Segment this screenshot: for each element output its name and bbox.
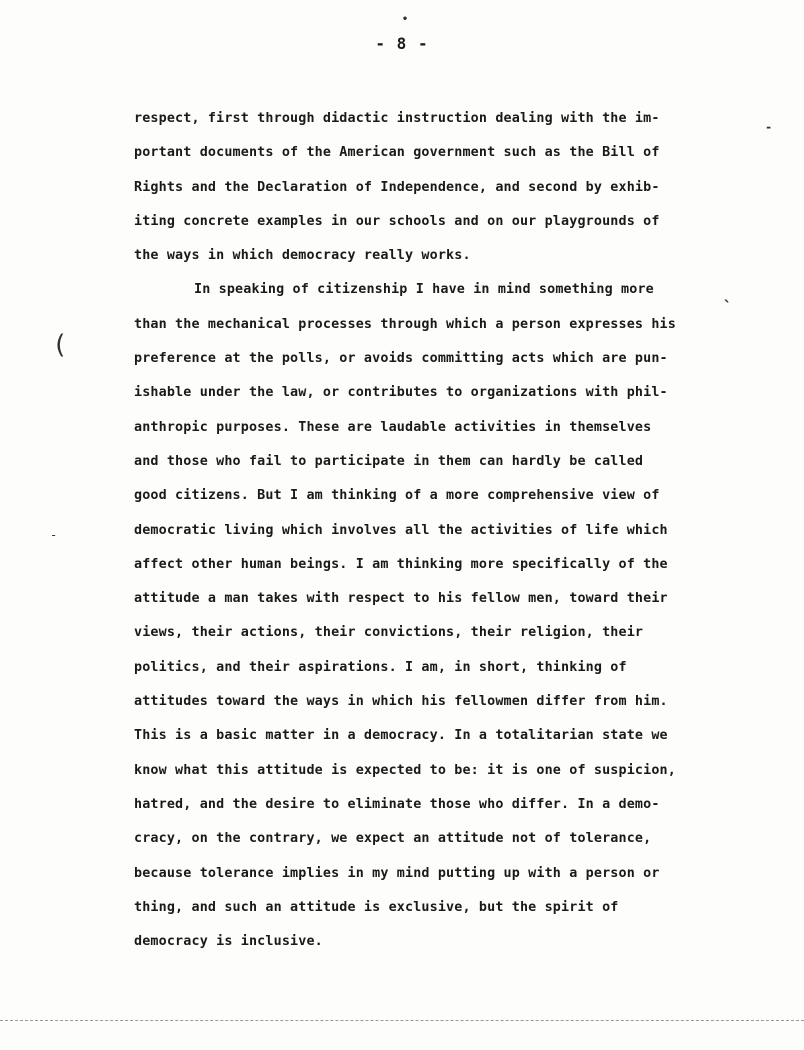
text-line: cracy, on the contrary, we expect an attitude not of tolerance,	[134, 831, 652, 847]
text-line: affect other human beings. I am thinking more specifically of the	[134, 556, 668, 572]
page-number: - 8 -	[375, 34, 429, 53]
text-line: democratic living which involves all the activities of life which	[134, 522, 668, 538]
text-line: hatred, and the desire to eliminate those who differ. In a demo-	[134, 796, 660, 812]
text-line: good citizens. But I am thinking of a more comprehensive view of	[134, 488, 660, 504]
text-line: the ways in which democracy really works.	[134, 248, 471, 264]
page-edge-rule	[0, 1020, 804, 1021]
margin-mark: ‐	[765, 120, 773, 134]
text-line: This is a basic matter in a democracy. In a totalitarian state we	[134, 728, 668, 744]
text-line: Rights and the Declaration of Independence, and second by exhib-	[134, 179, 660, 195]
text-line: respect, first through didactic instruction dealing with the im-	[134, 111, 660, 126]
text-line: attitude a man takes with respect to his fellow men, toward their	[134, 591, 668, 607]
paragraph-first-line: In speaking of citizenship I have in mind something more	[194, 282, 654, 298]
text-line: than the mechanical processes through which a person expresses his	[134, 316, 676, 332]
text-line: ishable under the law, or contributes to organizations with phil-	[134, 385, 668, 401]
text-line: preference at the polls, or avoids committing acts which are pun-	[134, 351, 668, 367]
text-line: and those who fail to participate in them can hardly be called	[134, 453, 644, 469]
margin-mark: ‐	[50, 528, 58, 542]
text-line: views, their actions, their convictions, their religion, their	[134, 625, 644, 641]
text-line: anthropic purposes. These are laudable activities in themselves	[134, 419, 652, 435]
text-line: politics, and their aspirations. I am, in short, thinking of	[134, 659, 627, 675]
binding-mark: (	[52, 330, 68, 360]
typed-body-text	[134, 102, 734, 959]
text-line: portant documents of the American government such as the Bill of	[134, 145, 660, 161]
text-line: thing, and such an attitude is exclusive, but the spirit of	[134, 899, 619, 915]
text-line: attitudes toward the ways in which his fellowmen differ from him.	[134, 694, 668, 710]
ink-speck: •	[402, 14, 409, 25]
margin-mark: ˎ	[722, 283, 732, 302]
text-line: because tolerance implies in my mind putting up with a person or	[134, 865, 660, 881]
text-line: iting concrete examples in our schools and on our playgrounds of	[134, 213, 660, 229]
text-line: democracy is inclusive.	[134, 934, 323, 950]
text-line: know what this attitude is expected to be: it is one of suspicion,	[134, 762, 676, 778]
